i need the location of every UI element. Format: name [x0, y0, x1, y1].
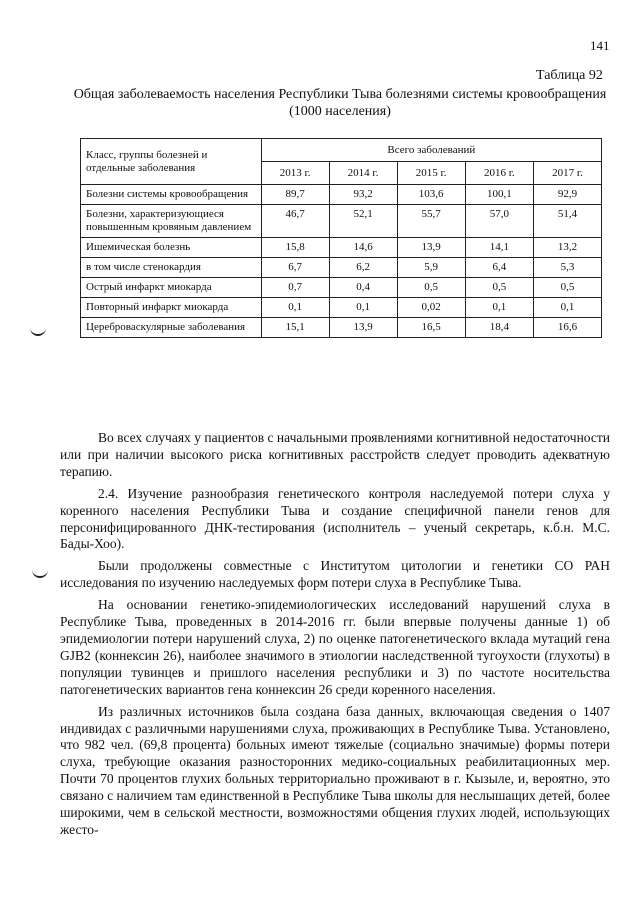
value-cell: 14,1	[465, 238, 533, 258]
row-label: Острый инфаркт миокарда	[81, 278, 262, 298]
table-row	[81, 185, 602, 205]
value-cell: 46,7	[261, 205, 329, 238]
value-cell: 0,02	[397, 298, 465, 318]
value-cell: 14,6	[329, 238, 397, 258]
row-label: в том числе стенокардия	[81, 258, 262, 278]
body-text	[60, 430, 610, 844]
header-class-cell: Класс, группы болезней и отдельные заболевания	[81, 139, 262, 185]
value-cell: 0,4	[329, 278, 397, 298]
table-label: Таблица 92	[536, 68, 603, 83]
value-cell: 6,4	[465, 258, 533, 278]
value-cell: 13,9	[329, 318, 397, 338]
value-cell: 0,1	[465, 298, 533, 318]
year-header: 2014 г.	[329, 162, 397, 185]
header-group-cell: Всего заболеваний	[261, 139, 601, 162]
value-cell: 100,1	[465, 185, 533, 205]
value-cell: 15,8	[261, 238, 329, 258]
value-cell: 89,7	[261, 185, 329, 205]
table-row	[81, 238, 602, 258]
paragraph: На основании генетико-эпидемиологических исследований нарушений слуха в Республике Тыва, проведенных в 2014-2016 гг. были впервые получены данные 1) об эпидемиологии потери нарушений слуха, 2) по оценке патогенетического вклада мутаций гена GJB2 (коннексин 26), наиболее значимого в этиологии наследственной тугоухости (глухоты) в популяции тувинцев и пришлого населения республики и 3) по частоте носительства патогенетических вариантов гена коннексин 26 среди коренного населения.	[60, 597, 610, 697]
year-header: 2015 г.	[397, 162, 465, 185]
row-label: Повторный инфаркт миокарда	[81, 298, 262, 318]
value-cell: 0,7	[261, 278, 329, 298]
margin-mark	[32, 570, 48, 578]
page-number: 141	[590, 38, 610, 53]
value-cell: 52,1	[329, 205, 397, 238]
value-cell: 5,3	[534, 258, 602, 278]
year-header: 2017 г.	[534, 162, 602, 185]
value-cell: 18,4	[465, 318, 533, 338]
value-cell: 51,4	[534, 205, 602, 238]
table-row	[81, 205, 602, 238]
table-row	[81, 258, 602, 278]
value-cell: 15,1	[261, 318, 329, 338]
value-cell: 16,6	[534, 318, 602, 338]
row-label: Ишемическая болезнь	[81, 238, 262, 258]
value-cell: 103,6	[397, 185, 465, 205]
table-header-row	[81, 139, 602, 162]
year-header: 2016 г.	[465, 162, 533, 185]
value-cell: 6,2	[329, 258, 397, 278]
value-cell: 5,9	[397, 258, 465, 278]
table-row	[81, 278, 602, 298]
table-caption: Общая заболеваемость населения Республики Тыва болезнями системы кровообращения (1000 населения)	[73, 87, 607, 119]
year-header: 2013 г.	[261, 162, 329, 185]
paragraph: Были продолжены совместные с Институтом цитологии и генетики СО РАН исследования по изучению наследуемых форм потери слуха в Республике Тыва.	[60, 558, 610, 591]
value-cell: 0,1	[329, 298, 397, 318]
value-cell: 16,5	[397, 318, 465, 338]
row-label: Болезни системы кровообращения	[81, 185, 262, 205]
value-cell: 92,9	[534, 185, 602, 205]
table-row	[81, 318, 602, 338]
paragraph: Из различных источников была создана база данных, включающая сведения о 1407 индивидах с различными нарушениями слуха, проживающих в Республике Тыва. Установлено, что 982 чел. (69,8 процента) больных имеют тяжелые (социально значимые) формы потери слуха, требующие оказания разносторонних медико-социальных реабилитационных мер. Почти 70 процентов глухих больных территориально проживают в г. Кызыле, и, вероятно, это связано с наличием там единственной в Республике Тыва школы для неслышащих детей, более широкими, чем в сельской местности, возможностями общения глухих людей, использующих жесто-	[60, 703, 610, 837]
value-cell: 93,2	[329, 185, 397, 205]
value-cell: 13,9	[397, 238, 465, 258]
row-label: Болезни, характеризующиеся повышенным кровяным давлением	[81, 205, 262, 238]
value-cell: 0,5	[465, 278, 533, 298]
value-cell: 0,1	[534, 298, 602, 318]
value-cell: 6,7	[261, 258, 329, 278]
paragraph: Во всех случаях у пациентов с начальными проявлениями когнитивной недостаточности или при наличии высокого риска когнитивных расстройств следует проводить адекватную терапию.	[60, 430, 610, 479]
row-label: Цереброваскулярные заболевания	[81, 318, 262, 338]
value-cell: 0,5	[534, 278, 602, 298]
value-cell: 13,2	[534, 238, 602, 258]
data-table	[80, 138, 602, 338]
value-cell: 0,5	[397, 278, 465, 298]
paragraph: 2.4. Изучение разнообразия генетического контроля наследуемой потери слуха у коренного населения Республики Тыва и создание специфичной панели генов для персонифицированного ДНК-тестирования (исполнитель – ученый секретарь, к.б.н. М.С. Бады-Хоо).	[60, 485, 610, 552]
value-cell: 0,1	[261, 298, 329, 318]
table-row	[81, 298, 602, 318]
value-cell: 55,7	[397, 205, 465, 238]
value-cell: 57,0	[465, 205, 533, 238]
table-body	[81, 185, 602, 338]
margin-mark	[30, 328, 46, 336]
